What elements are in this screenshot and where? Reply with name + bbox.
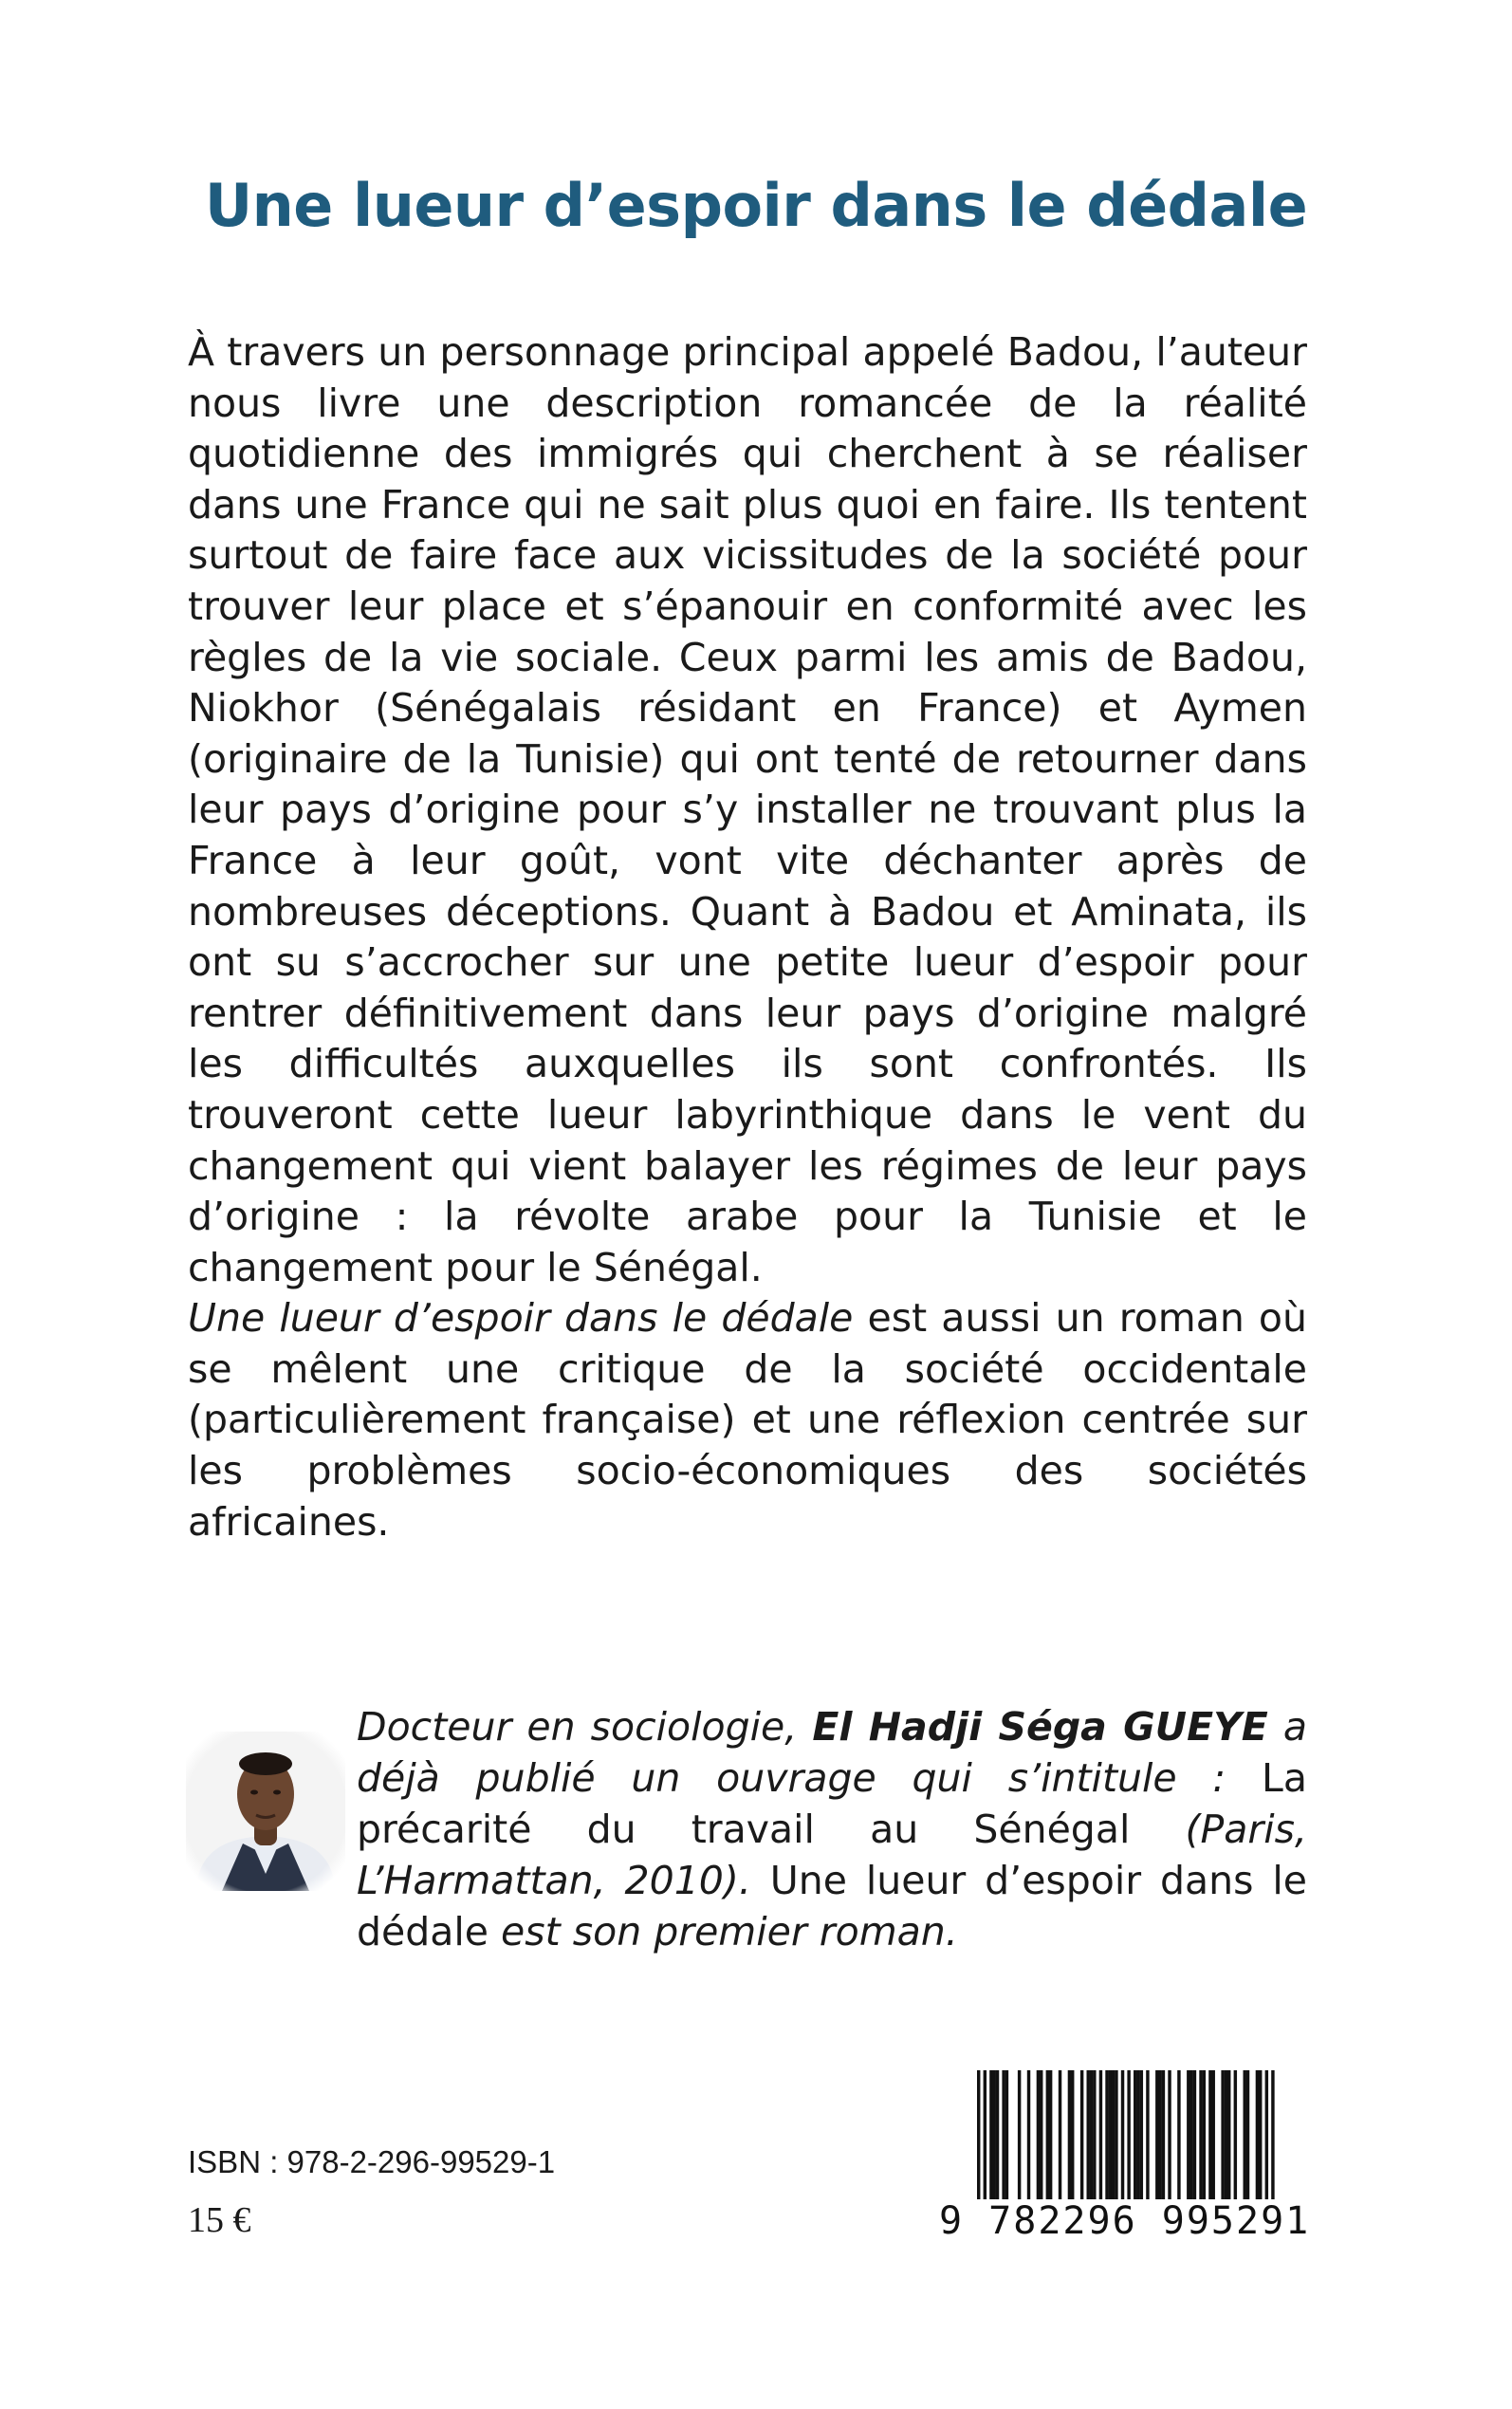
barcode-bar xyxy=(993,2070,996,2199)
barcode-bar xyxy=(1105,2070,1108,2199)
author-biography xyxy=(357,1701,1307,1957)
barcode-bar xyxy=(1162,2070,1165,2199)
first-book-reference: (Paris, L’Harmattan, 2010). xyxy=(357,1807,1307,1903)
synopsis-paragraph: À travers un personnage principal appelé Badou, l’auteur nous livre une description romancée de la réalité quotidienne des immigrés qui cherchent à se réaliser dans une France qui ne sait plus quoi en faire. Ils tentent surtout de faire face aux vicissitudes de la société pour trouver leur place et s’épanouir en conformité avec les règles de la vie sociale. Ceux parmi les amis de Badou, Niokhor (Sénégalais résidant en France) et Aymen (originaire de la Tunisie) qui ont tenté de retourner dans leur pays d’origine pour s’y installer ne trouvant plus la France à leur goût, vont vite déchanter après de nombreuses déceptions. Quant à Badou et Aminata, ils ont su s’accrocher sur une petite lueur d’espoir pour rentrer définitivement dans leur pays d’origine malgré les difficultés auxquelles ils sont confrontés. Ils trouveront cette lueur labyrinthique dans le vent du changement qui vient balayer les régimes de leur pays d’origine : la révolte arabe pour la Tunisie et le changement pour le Sénégal. xyxy=(188,329,1307,1290)
barcode-bar xyxy=(1071,2070,1074,2199)
book-title: Une lueur d’espoir dans le dédale xyxy=(204,171,1308,240)
barcode-bar xyxy=(1087,2070,1090,2199)
barcode-bar xyxy=(1109,2070,1112,2199)
barcode-bar xyxy=(1187,2070,1189,2199)
barcode-bar xyxy=(1046,2070,1049,2199)
barcode-bar xyxy=(1227,2070,1230,2199)
barcode-bar xyxy=(1127,2070,1130,2213)
barcode-digits: 9 782296 995291 xyxy=(939,2199,1311,2243)
barcode-bar xyxy=(1112,2070,1115,2199)
novel-title: Une lueur d’espoir dans le dédale xyxy=(357,1858,1307,1955)
synopsis-paragraph xyxy=(188,1293,1307,1547)
barcode-bar xyxy=(1136,2070,1139,2199)
barcode-bar xyxy=(1099,2070,1102,2199)
author-published-note: a déjà publié un ouvrage qui s’intitule : xyxy=(357,1704,1307,1801)
barcode-bar xyxy=(1208,2070,1211,2199)
barcode-bar xyxy=(1140,2070,1143,2199)
barcode-bar xyxy=(1203,2070,1206,2199)
barcode-bar xyxy=(1115,2070,1117,2199)
barcode-bar xyxy=(984,2070,986,2213)
novel-note: est son premier roman. xyxy=(489,1909,958,1955)
barcode-bar xyxy=(1168,2070,1171,2199)
synopsis-text: est aussi un roman où se mêlent une critique de la société occidentale (particulièrement française) et une réflexion centrée sur les problèmes socio-économiques des sociétés africaines. xyxy=(188,1295,1307,1545)
barcode-bar xyxy=(1027,2070,1030,2199)
barcode-bar xyxy=(989,2070,992,2199)
barcode-bar xyxy=(1158,2070,1161,2199)
isbn-number: ISBN : 978-2-296-99529-1 xyxy=(188,2144,556,2179)
barcode-bar xyxy=(1134,2070,1136,2199)
barcode-bar xyxy=(1189,2070,1192,2199)
price: 15 € xyxy=(188,2200,251,2240)
barcode-bar xyxy=(1225,2070,1227,2199)
barcode-bar xyxy=(1155,2070,1158,2199)
barcode-bar xyxy=(1146,2070,1149,2199)
barcode-bar xyxy=(1121,2070,1124,2213)
barcode-bar xyxy=(1018,2070,1021,2199)
barcode-bar xyxy=(1177,2070,1180,2199)
barcode-bar xyxy=(1244,2070,1246,2199)
barcode-bar xyxy=(1265,2070,1268,2213)
barcode-bar xyxy=(1234,2070,1237,2199)
barcode-bar xyxy=(1193,2070,1196,2199)
barcode-bar xyxy=(977,2070,980,2213)
barcode-bar xyxy=(1090,2070,1093,2199)
barcode-bar xyxy=(1212,2070,1215,2199)
barcode-bar xyxy=(1059,2070,1061,2199)
barcode-bar xyxy=(1049,2070,1052,2199)
barcode-bar xyxy=(1221,2070,1224,2199)
barcode-bar xyxy=(1093,2070,1096,2199)
barcode-bar xyxy=(1080,2070,1083,2199)
barcode-bar xyxy=(1246,2070,1249,2199)
back-cover-synopsis xyxy=(188,327,1307,1547)
barcode-bar xyxy=(1005,2070,1008,2199)
barcode-bar xyxy=(1256,2070,1259,2199)
barcode-bar xyxy=(1199,2070,1202,2199)
author-photo xyxy=(186,1732,345,1891)
barcode-bar xyxy=(1068,2070,1071,2199)
barcode-bar xyxy=(1040,2070,1042,2199)
barcode-bar xyxy=(1037,2070,1040,2199)
barcode-bar xyxy=(1271,2070,1274,2213)
first-book-title: La précarité du travail au Sénégal xyxy=(357,1755,1307,1852)
author-name: El Hadji Séga GUEYE xyxy=(812,1704,1268,1750)
book-title-reference: Une lueur d’espoir dans le dédale xyxy=(188,1295,854,1342)
author-intro: Docteur en sociologie, xyxy=(357,1704,813,1750)
barcode-bar xyxy=(1002,2070,1005,2199)
barcode-bar xyxy=(1259,2070,1262,2199)
barcode-bar xyxy=(996,2070,999,2199)
